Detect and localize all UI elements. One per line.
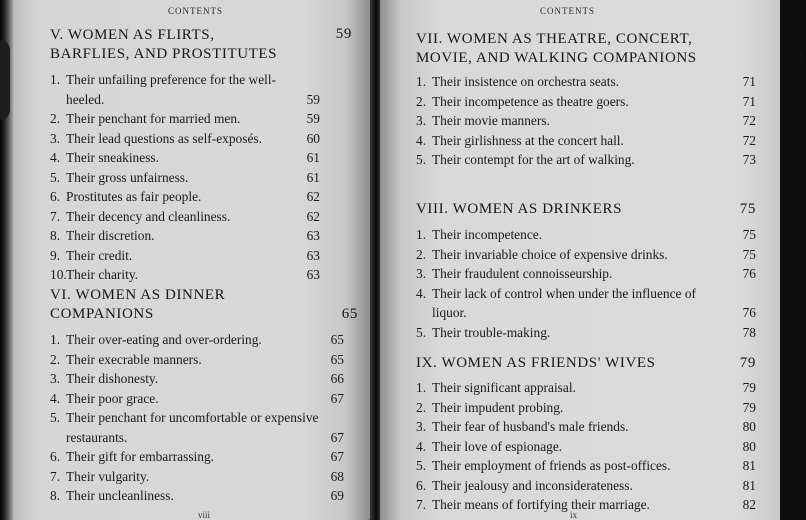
running-header-right: CONTENTS	[540, 6, 595, 16]
chapter-viii	[416, 200, 756, 342]
chapter-items	[50, 70, 352, 285]
chapter-vii	[416, 30, 806, 170]
contents-entry: 7. Their vulgarity. 68	[50, 468, 344, 484]
contents-entry: 2. Their impudent probing. 79	[416, 399, 756, 415]
chapter-title-text: IX. WOMEN AS FRIENDS' WIVES	[416, 355, 656, 371]
contents-entry: 2. Their incompetence as theatre goers. 71	[416, 93, 756, 109]
contents-entry: 2. Their invariable choice of expensive drinks. 75	[416, 246, 756, 262]
right-page	[380, 0, 806, 520]
contents-entry: 1. Their unfailing preference for the well-heeled. 59	[50, 72, 320, 107]
chapter-title-text: VII. WOMEN AS THEATRE, CONCERT, MOVIE, AND WALKING COMPANIONS	[416, 31, 697, 66]
contents-entry: 3. Their fraudulent connoisseurship. 76	[416, 266, 756, 281]
chapter-page: 65	[341, 306, 358, 322]
contents-entry: 4. Their love of espionage. 80	[416, 438, 756, 454]
contents-entry: 1. Their significant appraisal. 79	[416, 380, 756, 395]
contents-entry: 9. Their credit. 63	[50, 247, 320, 263]
contents-entry: 1. Their over-eating and over-ordering. 65	[50, 332, 344, 347]
chapter-ix	[416, 354, 756, 515]
contents-entry: 3. Their movie manners. 72	[416, 113, 756, 128]
chapter-title	[416, 200, 756, 219]
chapter-page: 59	[335, 26, 352, 42]
contents-entry: 5. Their gross unfairness. 61	[50, 169, 320, 185]
left-page	[0, 0, 372, 520]
contents-entry: 8. Their uncleanliness. 69	[50, 488, 344, 503]
contents-entry: 5. Their employment of friends as post-offices. 81	[416, 458, 756, 473]
contents-entry: 1. Their insistence on orchestra seats. 71	[416, 74, 756, 89]
contents-entry: 2. Their execrable manners. 65	[50, 351, 344, 367]
chapter-v	[50, 26, 352, 285]
contents-entry: 6. Their jealousy and inconsiderateness. 81	[416, 477, 756, 493]
contents-entry: 4. Their lack of control when under the influence of liquor. 76	[416, 285, 756, 320]
chapter-title	[50, 286, 358, 324]
page-number-left: viii	[198, 510, 211, 520]
chapter-title	[50, 26, 352, 64]
chapter-items	[416, 225, 756, 342]
contents-entry: 1. Their incompetence. 75	[416, 227, 756, 242]
page-number-right: ix	[570, 510, 578, 520]
contents-entry: 10. Their charity. 63	[50, 267, 320, 282]
contents-entry: 2. Their penchant for married men. 59	[50, 111, 320, 126]
contents-entry: 7. Their decency and cleanliness. 62	[50, 208, 320, 224]
chapter-page: 75	[739, 201, 756, 217]
contents-entry: 5. Their contempt for the art of walking. 73	[416, 152, 756, 167]
contents-entry: 7. Their means of fortifying their marriage. 82	[416, 497, 756, 512]
contents-entry: 3. Their dishonesty. 66	[50, 371, 344, 386]
chapter-title-text: VI. WOMEN AS DINNER COMPANIONS	[50, 287, 226, 322]
page-curl	[0, 40, 10, 120]
chapter-items	[416, 378, 756, 515]
contents-entry: 5. Their penchant for uncomfortable or expensive restaurants. 67	[50, 410, 344, 445]
contents-entry: 4. Their girlishness at the concert hall. 72	[416, 132, 756, 148]
contents-entry: 4. Their poor grace. 67	[50, 390, 344, 406]
contents-entry: 6. Prostitutes as fair people. 62	[50, 189, 320, 204]
running-header-left: CONTENTS	[168, 6, 223, 16]
contents-entry: 6. Their gift for embarrassing. 67	[50, 449, 344, 464]
contents-entry: 8. Their discretion. 63	[50, 228, 320, 243]
chapter-page: 79	[739, 355, 756, 371]
contents-entry: 4. Their sneakiness. 61	[50, 150, 320, 165]
contents-entry: 5. Their trouble-making. 78	[416, 324, 756, 340]
chapter-title	[416, 354, 756, 373]
contents-entry: 3. Their fear of husband's male friends. 80	[416, 419, 756, 434]
chapter-title-text: V. WOMEN AS FLIRTS, BARFLIES, AND PROSTITUTES	[50, 27, 278, 62]
chapter-title	[416, 30, 806, 68]
contents-entry: 3. Their lead questions as self-exposés. 60	[50, 130, 320, 146]
chapter-page: 71	[789, 50, 806, 66]
chapter-title-text: VIII. WOMEN AS DRINKERS	[416, 201, 623, 217]
chapter-items	[50, 330, 358, 506]
chapter-vi	[50, 286, 358, 506]
chapter-items	[416, 72, 756, 170]
